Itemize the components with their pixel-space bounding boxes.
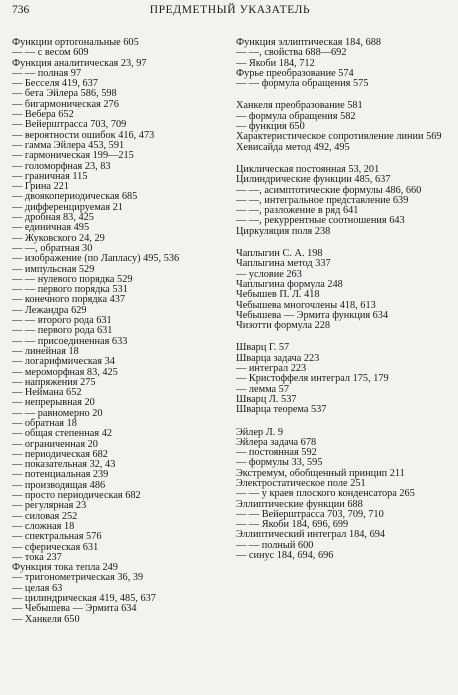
index-entry: Эллиптический интеграл 184, 694 (236, 529, 386, 541)
index-entry: — дробная 83, 425 (12, 212, 94, 224)
index-entry: — импульсная 529 (12, 263, 95, 275)
index-entry: — бета Эйлера 586, 598 (12, 88, 117, 100)
index-entry: Функция тока тепла 249 (12, 562, 118, 574)
index-entry: Циклическая постоянная 53, 201 (236, 163, 380, 175)
index-entry: — интеграл 223 (236, 363, 307, 375)
index-entry: — гармоническая 199—215 (12, 150, 134, 162)
index-entry: — регулярная 23 (12, 500, 87, 512)
index-entry: Характеристическое сопротивление линии 569 (236, 131, 442, 143)
index-entry: — Бесселя 419, 637 (12, 78, 98, 90)
index-entry: Функция аналитическая 23, 97 (12, 57, 147, 69)
index-entry: Цилиндрические функции 485, 637 (236, 174, 391, 186)
page-header (12, 4, 448, 22)
index-entry: — вероятности ошибок 416, 473 (12, 129, 155, 141)
index-entry: Экстремум, обобщенный принцип 211 (236, 467, 405, 479)
index-entry: — —, рекуррентные соотношения 643 (236, 215, 405, 227)
index-entry: Чаплыгина формула 248 (236, 278, 343, 290)
index-entry: — сферическая 631 (12, 541, 99, 553)
index-entry: — Кристоффеля интеграл 175, 179 (236, 373, 389, 385)
index-entry: — напряжения 275 (12, 376, 96, 388)
index-entry: — Ханкеля 650 (12, 613, 80, 625)
index-entry: — условие 263 (236, 268, 302, 280)
index-entry: Шварц Г. 57 (236, 342, 290, 354)
index-entry: — — нулевого порядка 529 (12, 273, 133, 285)
index-entry: — цилиндрическая 419, 485, 637 (12, 593, 156, 605)
index-entry: — ограниченная 20 (12, 438, 98, 450)
index-entry: — тригонометрическая 36, 39 (12, 572, 144, 584)
index-entry: — — с весом 609 (12, 47, 89, 59)
index-entry: — периодическая 682 (12, 448, 108, 460)
index-entry: — Неймана 652 (12, 387, 82, 399)
index-entry: — —, свойства 688—692 (236, 47, 347, 59)
index-entry: — обратная 18 (12, 417, 77, 429)
index-entry: — —, обратная 30 (12, 242, 93, 254)
index-entry: Эллиптические функции 688 (236, 498, 363, 510)
index-entry: — — Вейерштрасса 703, 709, 710 (236, 508, 384, 520)
index-entry: — Грина 221 (12, 181, 69, 193)
index-entry: — сложная 18 (12, 520, 75, 532)
index-entry: — показательная 32, 43 (12, 459, 116, 471)
index-entry: — Лежандра 629 (12, 304, 87, 316)
index-entry: — формулы 33, 595 (236, 457, 323, 469)
index-entry: Шварц Л. 537 (236, 393, 297, 405)
index-entry: — функция 650 (236, 121, 305, 133)
index-entry: — — полная 97 (12, 67, 82, 79)
index-entry: — дифференцируемая 21 (12, 201, 123, 213)
index-entry: — —, разложение в ряд 641 (236, 205, 359, 217)
index-entry: Чебышева многочлены 418, 613 (236, 299, 376, 311)
index-entry: — — полный 600 (236, 539, 314, 551)
index-entry: — — первого рода 631 (12, 325, 113, 337)
index-entry: — голоморфная 23, 83 (12, 160, 111, 172)
index-entry: Шварца теорема 537 (236, 404, 327, 416)
index-entry: — Якоби 184, 712 (236, 57, 315, 69)
index-entry: — единичная 495 (12, 222, 90, 234)
index-entry: — изображение (по Лапласу) 495, 536 (12, 253, 180, 265)
index-entry: — логарифмическая 34 (12, 356, 115, 368)
index-entry: — Чебышева — Эрмита 634 (12, 603, 137, 615)
index-entry: Чаплыгин С. А. 198 (236, 248, 323, 260)
index-entry: — линейная 18 (12, 345, 79, 357)
index-entry: — потенциальная 239 (12, 469, 109, 481)
index-entry: — —, асимптотические формулы 486, 660 (236, 184, 422, 196)
index-entry: — — формула обращения 575 (236, 78, 369, 90)
index-column-left (12, 38, 226, 625)
index-entry: — спектральная 576 (12, 531, 102, 543)
index-entry: — силовая 252 (12, 510, 78, 522)
index-entry: — — второго рода 631 (12, 315, 112, 327)
index-entry: — — присоединенная 633 (12, 335, 128, 347)
index-entry: Эйлер Л. 9 (236, 426, 284, 438)
index-entry: Чебышева — Эрмита функция 634 (236, 309, 389, 321)
index-entry: — формула обращения 582 (236, 110, 356, 122)
index-entry: — тока 237 (12, 551, 62, 563)
index-entry: Фурье преобразование 574 (236, 67, 354, 79)
index-entry: — Вейерштрасса 703, 709 (12, 119, 127, 131)
index-entry: Чаплыгина метод 337 (236, 258, 331, 270)
index-entry: Ханкеля преобразование 581 (236, 100, 363, 112)
index-entry: — просто периодическая 682 (12, 490, 141, 502)
index-entry: — Вебера 652 (12, 109, 74, 121)
index-entry: — — первого порядка 531 (12, 284, 128, 296)
index-entry: — Жуковского 24, 29 (12, 232, 105, 244)
index-entry: Эйлера задача 678 (236, 436, 317, 448)
index-column-right (236, 38, 448, 561)
index-entry: Циркуляция поля 238 (236, 225, 331, 237)
index-entry: — граничная 115 (12, 170, 88, 182)
running-title: ПРЕДМЕТНЫЙ УКАЗАТЕЛЬ (149, 4, 311, 16)
index-entry: — гамма Эйлера 453, 591 (12, 139, 125, 151)
index-entry: — —, интегральное представление 639 (236, 194, 409, 206)
index-entry: — конечного порядка 437 (12, 294, 126, 306)
index-entry: — — у краев плоского конденсатора 265 (236, 488, 415, 500)
index-entry: Чебышев П. Л. 418 (236, 289, 320, 301)
index-entry: Хевисайда метод 492, 495 (236, 141, 350, 153)
index-entry: — производящая 486 (12, 479, 106, 491)
index-entry: — постоянная 592 (236, 447, 317, 459)
index-entry: — — равномерно 20 (12, 407, 103, 419)
index-entry: — — Якоби 184, 696, 699 (236, 519, 349, 531)
index-entry: — бигармоническая 276 (12, 98, 119, 110)
index-entry: — целая 63 (12, 582, 63, 594)
index-entry: — общая степенная 42 (12, 428, 112, 440)
index-entry: Электростатическое поле 251 (236, 477, 366, 489)
index-entry: Функции ортогональные 605 (12, 37, 139, 48)
index-entry: — лемма 57 (236, 383, 289, 395)
page-number: 736 (12, 4, 30, 16)
index-entry: — непрерывная 20 (12, 397, 95, 409)
index-entry: — синус 184, 694, 696 (236, 550, 334, 562)
index-entry: — двоякопериодическая 685 (12, 191, 138, 203)
index-entry: Функция эллиптическая 184, 688 (236, 37, 382, 48)
index-entry: Чизотти формула 228 (236, 320, 331, 332)
index-entry: Шварца задача 223 (236, 352, 320, 364)
index-entry: — мероморфная 83, 425 (12, 366, 118, 378)
